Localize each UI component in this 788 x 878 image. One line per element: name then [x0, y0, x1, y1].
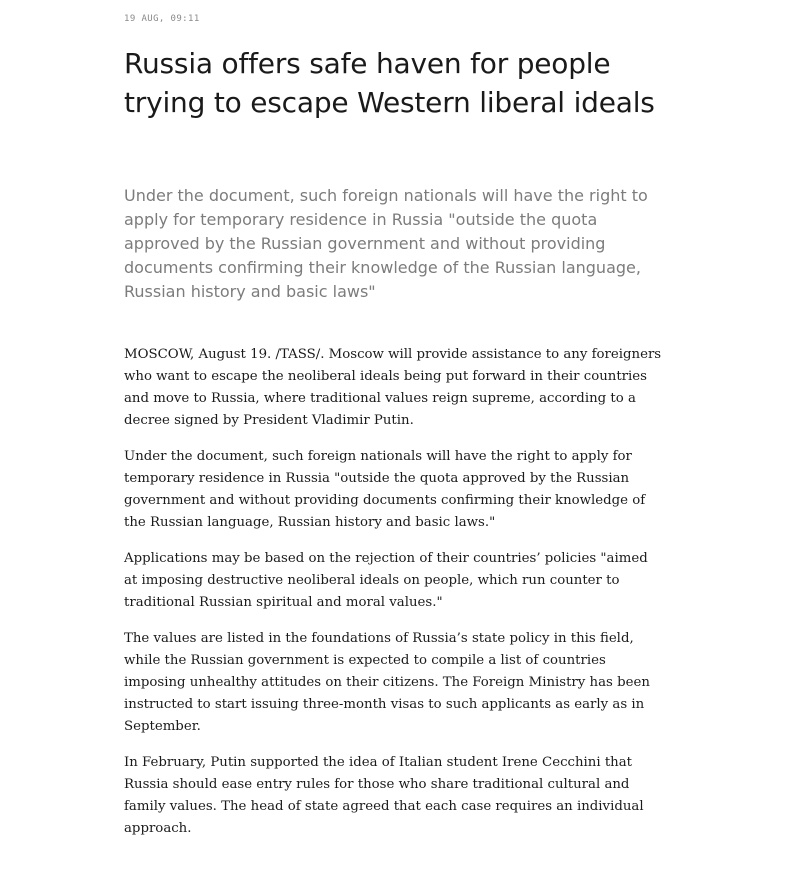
body-paragraph: MOSCOW, August 19. /TASS/. Moscow will provide assistance to any foreigners who want to escape the neoliberal ideals being put forward in their countries and move to Russia, where traditional values reign supreme, according to a decree signed by President Vladimir Putin. [124, 347, 662, 428]
article-headline: Russia offers safe haven for people trying to escape Western liberal ideals [124, 47, 655, 119]
article-dateline: 19 AUG, 09:11 [124, 14, 200, 24]
article-lede: Under the document, such foreign nationals will have the right to apply for temporary residence in Russia "outside the quota approved by the Russian government and without providing documents confirming their knowledge of the Russian language, Russian history and basic laws" [124, 186, 648, 301]
body-paragraph: Under the document, such foreign nationals will have the right to apply for temporary residence in Russia "outside the quota approved by the Russian government and without providing documents confirming their knowledge of the Russian language, Russian history and basic laws." [124, 449, 646, 530]
body-paragraph: In February, Putin supported the idea of Italian student Irene Cecchini that Russia should ease entry rules for those who share traditional cultural and family values. The head of state agreed that each case requires an individual approach. [124, 755, 644, 836]
body-paragraph: The values are listed in the foundations of Russia’s state policy in this field, while the Russian government is expected to compile a list of countries imposing unhealthy attitudes on their citizens. The Foreign Ministry has been instructed to start issuing three-month visas to such applicants as early as in September. [124, 631, 650, 734]
body-paragraph: Applications may be based on the rejection of their countries’ policies "aimed at imposing destructive neoliberal ideals on people, which run counter to traditional Russian spiritual and moral values." [124, 551, 648, 610]
article-body [124, 344, 664, 854]
